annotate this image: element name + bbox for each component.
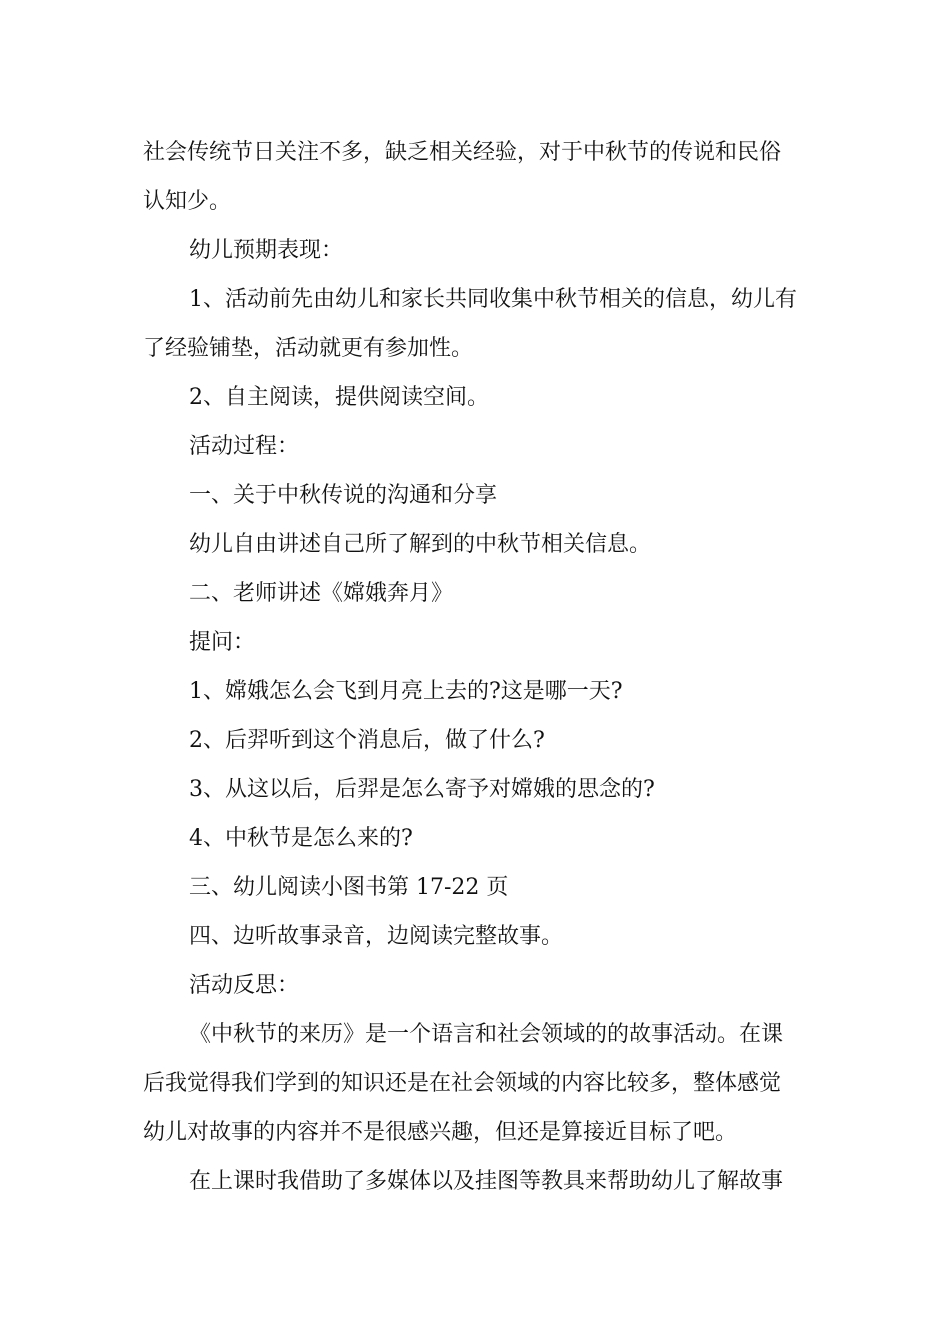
paragraph-line: 后我觉得我们学到的知识还是在社会领域的内容比较多，整体感觉 <box>143 1071 782 1096</box>
text-line: 幼儿自由讲述自己所了解到的中秋节相关信息。 <box>189 532 652 557</box>
text-line: 社会传统节日关注不多，缺乏相关经验，对于中秋节的传说和民俗 <box>143 140 782 165</box>
step-heading: 四、边听故事录音，边阅读完整故事。 <box>189 924 564 949</box>
section-heading: 活动过程： <box>189 434 300 459</box>
question-item: 3、从这以后，后羿是怎么寄予对嫦娥的思念的? <box>189 777 655 802</box>
paragraph-line: 《中秋节的来历》是一个语言和社会领域的的故事活动。在课 <box>189 1022 784 1047</box>
section-heading: 活动反思： <box>189 973 300 998</box>
list-item: 2、自主阅读，提供阅读空间。 <box>189 385 489 410</box>
section-heading: 幼儿预期表现： <box>189 238 344 263</box>
step-heading: 三、幼儿阅读小图书第 17-22 页 <box>189 875 509 900</box>
paragraph-line: 幼儿对故事的内容并不是很感兴趣，但还是算接近目标了吧。 <box>143 1120 738 1145</box>
question-item: 4、中秋节是怎么来的? <box>189 826 413 851</box>
paragraph-line: 在上课时我借助了多媒体以及挂图等教具来帮助幼儿了解故事 <box>189 1169 784 1194</box>
document-body <box>143 128 813 1206</box>
text-line: 认知少。 <box>143 189 232 214</box>
section-heading: 提问： <box>189 630 256 655</box>
list-item: 1、活动前先由幼儿和家长共同收集中秋节相关的信息，幼儿有 <box>189 287 797 312</box>
text-line: 了经验铺垫，活动就更有参加性。 <box>143 336 474 361</box>
question-item: 2、后羿听到这个消息后，做了什么? <box>189 728 545 753</box>
step-heading: 二、老师讲述《嫦娥奔月》 <box>189 581 454 606</box>
question-item: 1、嫦娥怎么会飞到月亮上去的?这是哪一天? <box>189 679 623 704</box>
step-heading: 一、关于中秋传说的沟通和分享 <box>189 483 498 508</box>
